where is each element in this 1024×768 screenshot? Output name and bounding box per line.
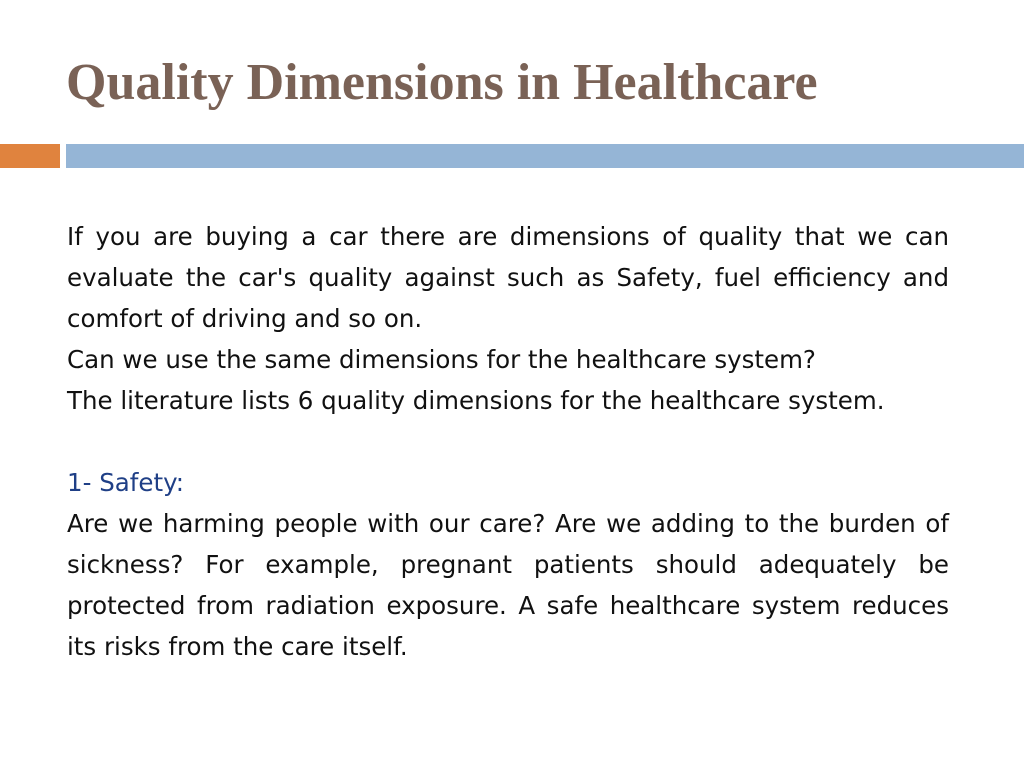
literature-paragraph: The literature lists 6 quality dimensions for the healthcare system. (67, 386, 885, 415)
safety-paragraph: Are we harming people with our care? Are we adding to the burden of sickness? For example, pregnant patients should adequately be protected from radiation exposure. A safe healthcare system reduces its risks from the care itself. (67, 509, 949, 661)
accent-bar-blue (66, 144, 1024, 168)
safety-heading: 1- Safety: (67, 468, 185, 497)
slide-body (67, 216, 949, 667)
accent-bar-orange (0, 144, 60, 168)
spacer (67, 421, 949, 462)
intro-paragraph: If you are buying a car there are dimensions of quality that we can evaluate the car's quality against such as Safety, fuel efficiency and comfort of driving and so on. (67, 222, 949, 333)
question-paragraph: Can we use the same dimensions for the healthcare system? (67, 345, 816, 374)
slide-title: Quality Dimensions in Healthcare (66, 54, 818, 111)
